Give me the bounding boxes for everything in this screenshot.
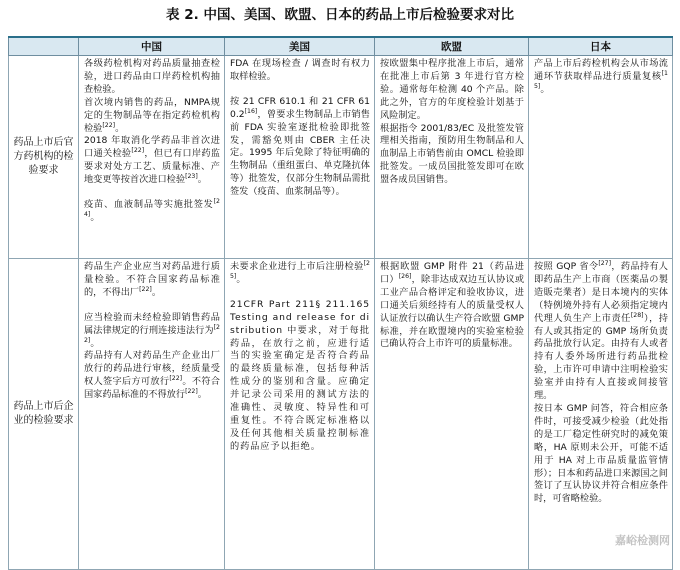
cell-us	[225, 259, 375, 570]
cell-eu	[375, 259, 529, 570]
table-header-row	[9, 37, 673, 56]
citation-ref: [22]	[84, 323, 220, 344]
citation-ref: [22]	[185, 388, 198, 396]
citation-ref: [15]	[534, 69, 668, 90]
header-us: 美国	[225, 37, 375, 56]
citation-ref: [23]	[185, 173, 198, 181]
citation-ref: [24]	[84, 198, 220, 218]
watermark: 嘉峪检测网	[615, 534, 670, 547]
citation-ref: [27]	[598, 260, 612, 267]
cell-china	[79, 259, 225, 570]
cell-china	[79, 56, 225, 259]
cell-paragraph: 21CFR Part 211§ 211.165 Testing and release for distribution 中要求，对于每批药品，在放行之前，应进行适当的实验室确定是否符合药品的最终质量标准，包括每种活性成分的鉴别和含量。应确定并记录公司采用的测试方法的准确性、灵敏度、特异性和可重复性。不符合既定标准格以及任何其他相关质量控制标准的药品应予以拒绝。	[230, 298, 370, 452]
cell-paragraph: 产品上市后药检机构会从市场流通环节获取样品进行质量复核[15]。	[534, 58, 668, 95]
citation-ref: [22]	[139, 285, 152, 293]
cell-eu	[375, 56, 529, 259]
cell-paragraph: 疫苗、血液制品等实施批签发[24]。	[84, 198, 220, 223]
table-row	[9, 56, 673, 259]
citation-ref: [16]	[244, 107, 258, 115]
cell-us	[225, 56, 375, 259]
row-label: 药品上市后企业的检验要求	[9, 259, 79, 570]
cell-paragraph: 2018 年取消化学药品非首次进口通关检验[22]，但已有口岸药监要求对处方工艺、质量标准、产地变更等按首次进口检验[23]。	[84, 135, 220, 186]
row-label: 药品上市后官方药机构的检验要求	[9, 56, 79, 259]
table-caption: 表 2. 中国、美国、欧盟、日本的药品上市后检验要求对比	[166, 7, 514, 23]
header-japan: 日本	[529, 37, 673, 56]
citation-ref: [22]	[102, 121, 116, 129]
cell-paragraph: 未要求企业进行上市后注册检验[25]。	[230, 260, 370, 285]
cell-paragraph: 根据指令 2001/83/EC 及批签发管理相关指南，预防用生物制品和人血制品上市销售前由 OMCL 检验即批签发。一成员国批签发即可在欧盟各成员国销售。	[380, 122, 524, 186]
cell-paragraph: 应当检验而未经检验即销售药品属法律规定的行刑连接违法行为[22]。	[84, 311, 220, 349]
citation-ref: [22]	[131, 147, 145, 155]
citation-ref: [28]	[630, 311, 644, 319]
header-blank	[9, 37, 79, 56]
cell-paragraph: 按欧盟集中程序批准上市后，通常在批准上市后第 3 年进行官方检验。通常每年检测 40 个产品。除此之外，官方的年度检验计划基于风险制定。	[380, 58, 524, 121]
cell-japan	[529, 56, 673, 259]
cell-japan	[529, 259, 673, 570]
header-china: 中国	[79, 37, 225, 56]
cell-paragraph: 按 21 CFR 610.1 和 21 CFR 610.2[16]，曾要求生物制品上市销售前 FDA 实验室逐批检验即批签发，需豁免则由 CBER 主任决定。1995 年后免除了特征明确的生物制品（重组蛋白、单克隆抗体等）批签发，仅部分生物制品需批签发（疫苗、血浆制品等）。	[230, 95, 370, 198]
cell-paragraph: 药品持有人对药品生产企业出厂放行的药品进行审核，经质量受权人签字后方可放行[22]。不符合国家药品标准的不得放行[22]。	[84, 350, 220, 401]
cell-paragraph: 根据欧盟 GMP 附件 21（药品进口）[26]，除非达成双边互认协议或工业产品合格评定和验收协议，进口通关后须经持有人的质量受权人认证放行以确认生产符合欧盟 GMP 标准，并在欧盟境内的实验室检验已确认符合上市许可的质量标准。	[380, 261, 525, 350]
cell-paragraph: 按日本 GMP 问答，符合相应条件时，可接受减少检验（此处指的是工厂稳定性研究时的减免策略，HA 原则未公开，可能不适用于 HA 对上市品质量监管情形）；日本和药品进口来源国之间签订了互认协议并符合相应条件时，可省略检验。	[534, 402, 668, 505]
table-row	[9, 259, 673, 570]
header-eu: 欧盟	[375, 37, 529, 56]
citation-ref: [22]	[169, 375, 183, 383]
cell-paragraph: 首次境内销售的药品，NMPA规定的生物制品等在指定药检机构检验[22]。	[84, 96, 220, 134]
cell-paragraph: 各级药检机构对药品质量抽查检验，进口药品由口岸药检机构抽查检验。	[84, 58, 220, 95]
citation-ref: [25]	[230, 260, 370, 280]
citation-ref: [26]	[398, 272, 412, 280]
cell-paragraph: FDA 在现场检查 / 调查时有权力取样检验。	[230, 58, 370, 82]
cell-paragraph: 药品生产企业应当对药品进行质量检验。不符合国家药品标准的，不得出厂[22]。	[84, 261, 220, 298]
comparison-table	[8, 36, 673, 570]
cell-paragraph: 按照 GQP 省令[27]，药品持有人即药品生产上市商（医薬品の製造販売業者）是日本境内的实体（特例境外持有人必须指定境内代理人负生产上市责任[28]），持有人或其指定的 GMP 场所负责药品批放行认定。由持有人或者持有人委外场所进行药品批检验，上市许可申请中注明检验实验室并由持有人直接或间接管理。	[534, 260, 668, 402]
